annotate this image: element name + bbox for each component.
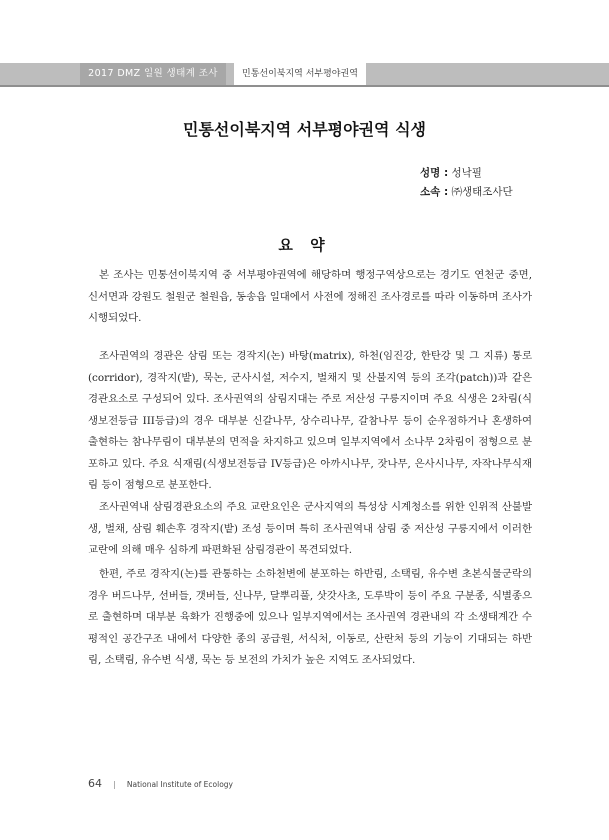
header-section-title: 민통선이북지역 서부평야권역 xyxy=(234,63,366,85)
page-footer xyxy=(88,772,233,791)
author-name-line xyxy=(420,165,482,180)
page-number: 64 xyxy=(88,777,102,790)
page-title: 민통선이북지역 서부평야권역 식생 xyxy=(183,120,426,139)
summary-paragraph-2: 조사권역의 경관은 삼림 또는 경작지(논) 바탕(matrix), 하천(임진강, 한탄강 및 그 지류) 통로(corridor), 경작지(밭), 묵논, 군사시설, 저수지, 벌채지 및 산불지역 등의 조각(patch))과 같은 경관요소로 구성되어 있다. 조사권역의 삼림지대는 주로 저산성 구릉지이며 주요 식생은 2차림(식생보전등급 III등급)의 경우 대부분 신갈나무, 상수리나무, 갈참나무 등이 순우점하거나 혼생하여 출현하는 참나무림이 대부분의 면적을 차지하고 있으며 일부지역에서 소나무 2차림이 점형으로 분포하고 있다. 주요 식재림(식생보전등급 IV등급)은 아까시나무, 잣나무, 은사시나무, 자작나무식재림 등이 점형으로 분포한다. xyxy=(88,350,532,491)
summary-paragraph-4: 한편, 주로 경작지(논)를 관통하는 소하천변에 분포하는 하반림, 소택림, 유수변 초본식물군락의 경우 버드나무, 선버들, 갯버들, 신나무, 달뿌리풀, 삿갓사초, 도루박이 등이 주요 구분종, 식별종으로 출현하며 대부분 육화가 진행중에 있으나 일부지역에서는 조사권역 경관내의 각 소생태계간 수평적인 공간구조 내에서 다양한 종의 공급원, 서식처, 이동로, 산란처 등의 기능이 기대되는 하반림, 소택림, 유수변 식생, 묵논 등 보전의 가치가 높은 지역도 조사되었다. xyxy=(88,568,532,666)
footer-separator: | xyxy=(113,780,116,789)
header-report-tag: 2017 DMZ 일원 생태계 조사 xyxy=(80,63,226,85)
author-name: 성낙필 xyxy=(451,167,482,179)
running-header xyxy=(0,63,609,87)
author-affiliation: ㈜생태조사단 xyxy=(451,186,513,198)
author-affiliation-label: 소속 : xyxy=(420,186,449,198)
footer-institute: National Institute of Ecology xyxy=(126,780,233,789)
author-name-label: 성명 : xyxy=(420,167,449,179)
summary-paragraph-3: 조사권역내 삼림경관요소의 주요 교란요인은 군사지역의 특성상 시계청소를 위한 인위적 산불발생, 벌채, 삼림 훼손후 경작지(밭) 조성 등이며 특히 조사권역내 삼림 중 저산성 구릉지에서 이러한 교란에 의해 매우 심하게 파편화된 삼림경관이 목견되었다. xyxy=(88,501,532,556)
summary-heading: 요 약 xyxy=(278,236,331,254)
summary-paragraph-1: 본 조사는 민통선이북지역 중 서부평야권역에 해당하며 행정구역상으로는 경기도 연천군 중면, 신서면과 강원도 철원군 철원읍, 동송읍 일대에서 사전에 정해진 조사경로를 따라 이동하며 조사가 시행되었다. xyxy=(88,269,532,324)
author-affiliation-line xyxy=(420,184,513,199)
